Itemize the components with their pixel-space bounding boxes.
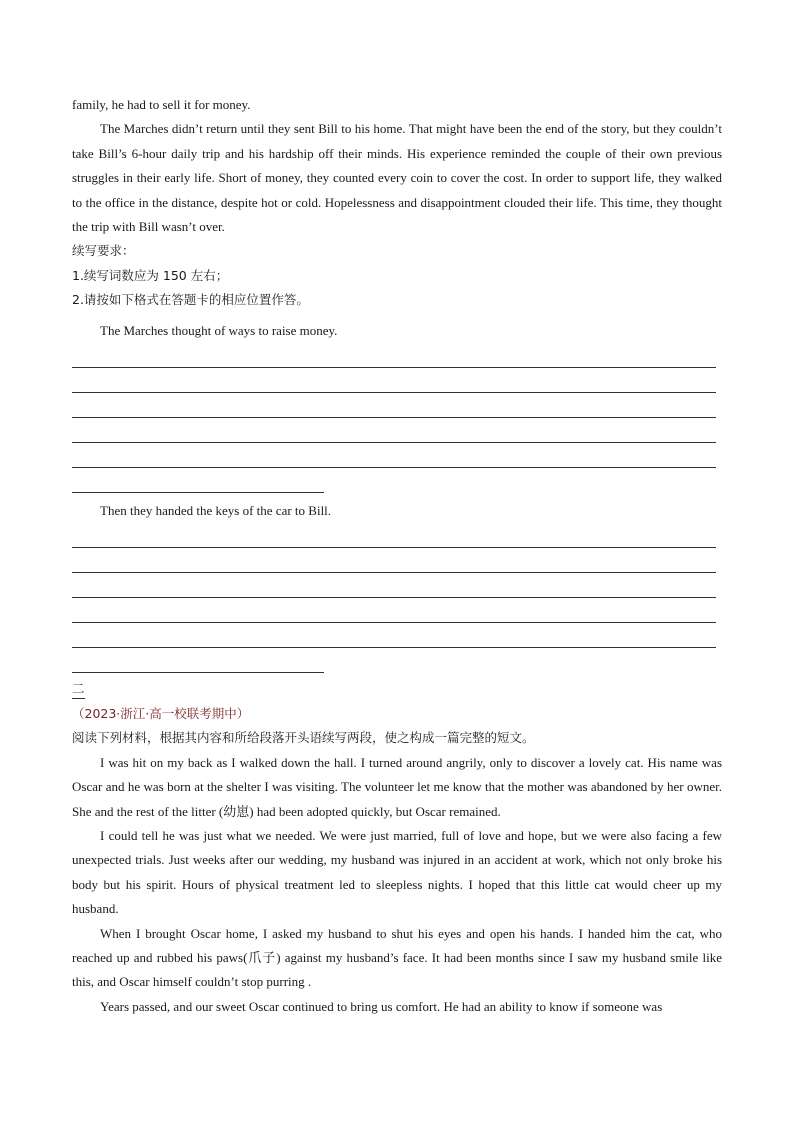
requirement-item-1: 1.续写词数应为 150 左右； xyxy=(72,267,229,283)
answer-lines-second xyxy=(72,523,722,673)
document-page xyxy=(72,93,722,1019)
answer-line[interactable] xyxy=(72,443,716,468)
prompt-second: Then they handed the keys of the car to Bill. xyxy=(100,503,332,519)
question-source: （2023·浙江·高一校联考期中） xyxy=(72,705,250,721)
answer-lines-first xyxy=(72,343,722,493)
answer-line[interactable] xyxy=(72,523,716,548)
section-number: 二 xyxy=(72,680,85,699)
passage-continuation: family, he had to sell it for money. xyxy=(72,97,251,112)
story-paragraph-1: I was hit on my back as I walked down the hall. I turned around angrily, only to discover a lovely cat. His name was Oscar and he was born at the shelter I was visiting. The volunteer let me know that the mother was abandoned by her owner. She and the rest of the litter (幼崽) had been adopted quickly, but Oscar remained. xyxy=(72,754,722,819)
story-paragraph-4: Years passed, and our sweet Oscar continued to bring us comfort. He had an ability to know if someone was xyxy=(100,998,663,1014)
requirements-heading: 续写要求： xyxy=(72,243,135,259)
answer-line[interactable] xyxy=(72,648,324,673)
story-paragraph-2: I could tell he was just what we needed. We were just married, full of love and hope, but we were also facing a few unexpected trials. Just weeks after our wedding, my husband was injured in an accident at work, which not only broke his body but his spirit. Hours of physical treatment led to sleepless nights. I hoped that this little cat would cheer up my husband. xyxy=(72,827,722,917)
section-instruction: 阅读下列材料，根据其内容和所给段落开头语续写两段，使之构成一篇完整的短文。 xyxy=(72,730,535,746)
answer-line[interactable] xyxy=(72,368,716,393)
requirement-item-2: 2.请按如下格式在答题卡的相应位置作答。 xyxy=(72,292,309,308)
answer-line[interactable] xyxy=(72,393,716,418)
prompt-first: The Marches thought of ways to raise money. xyxy=(100,322,338,338)
answer-line[interactable] xyxy=(72,573,716,598)
answer-line[interactable] xyxy=(72,418,716,443)
story-paragraph-3: When I brought Oscar home, I asked my husband to shut his eyes and open his hands. I handed him the cat, who reached up and rubbed his paws(爪子) against my husband’s face. It had been months since I saw my husband smile like this, and Oscar himself couldn’t stop purring . xyxy=(72,925,722,990)
answer-line[interactable] xyxy=(72,468,324,493)
answer-line[interactable] xyxy=(72,343,716,368)
passage-paragraph: The Marches didn’t return until they sent Bill to his home. That might have been the end of the story, but they couldn’t take Bill’s 6-hour daily trip and his hardship off their minds. His experience reminded the couple of their own previous struggles in their early life. Short of money, they counted every coin to cover the cost. In order to support life, they walked to the office in the distance, despite hot or cold. Hopelessness and disappointment clouded their life. This time, they thought the trip with Bill wasn’t over. xyxy=(72,121,722,235)
answer-line[interactable] xyxy=(72,598,716,623)
answer-line[interactable] xyxy=(72,623,716,648)
answer-line[interactable] xyxy=(72,548,716,573)
